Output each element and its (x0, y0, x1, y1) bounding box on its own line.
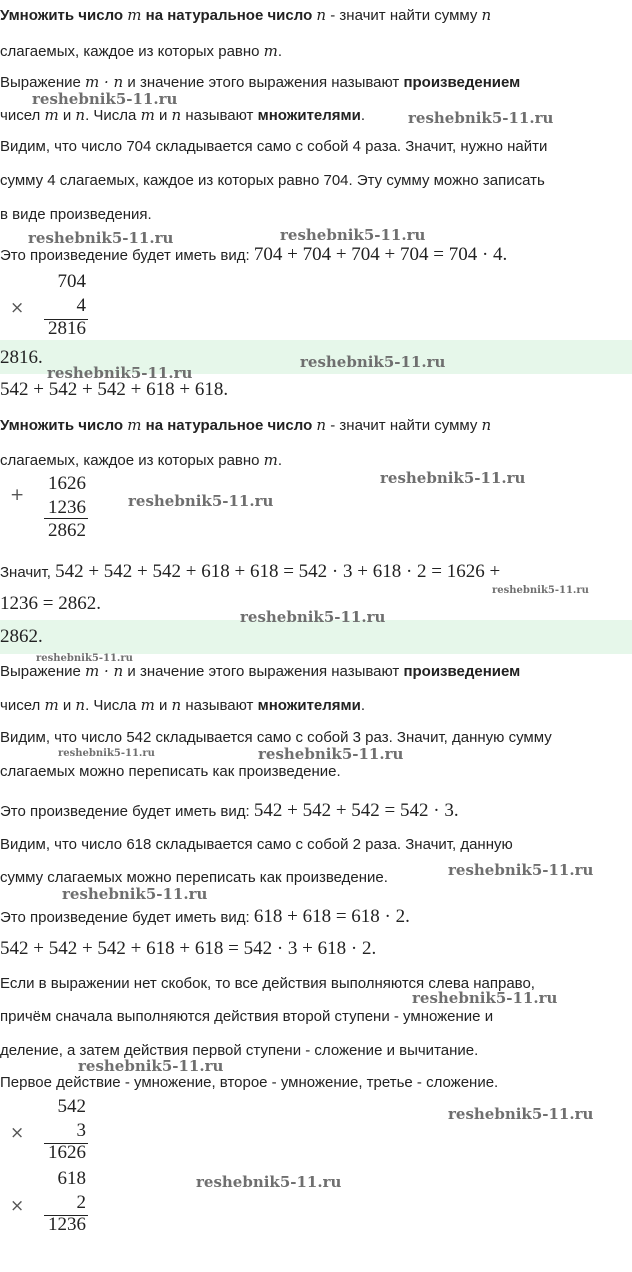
watermark: reshebnik5-11.ru (412, 989, 558, 1007)
names-text: называют (181, 107, 258, 124)
var-n: n (316, 6, 327, 24)
calc-rule (44, 518, 88, 519)
watermark: reshebnik5-11.ru (62, 885, 208, 903)
calc-operand-b: 3 (76, 1120, 86, 1141)
part1-formula: 704 + 704 + 704 + 704 = 704 · 4. (253, 244, 508, 265)
part2-text: Это произведение будет иметь вид: (0, 909, 254, 926)
answer-1: 2816. (0, 347, 43, 368)
def-text: слагаемых, каждое из которых равно (0, 43, 264, 60)
multiply-sign: × (10, 1196, 25, 1216)
def-text: на натуральное число (141, 7, 317, 24)
definition-line-2 (0, 42, 282, 60)
names-repeat-line-1 (0, 662, 520, 680)
def-text: на натуральное число (141, 417, 317, 434)
names-text: Выражение (0, 74, 86, 91)
names-text: Выражение (0, 663, 86, 680)
names-text: . (360, 107, 366, 124)
var-m: m (140, 696, 155, 714)
var-m: m (263, 42, 278, 60)
part1-line-2: сумму 4 слагаемых, каждое из которых равно 704. Эту сумму можно записать (0, 172, 545, 189)
names-text: называют (181, 697, 258, 714)
calc-operand-a: 618 (57, 1168, 86, 1189)
var-m: m (263, 451, 278, 469)
watermark: reshebnik5-11.ru (448, 1105, 594, 1123)
conclusion-line-1 (0, 561, 500, 583)
calc-operand-a: 542 (57, 1096, 86, 1117)
conclusion-text: Значит, (0, 564, 56, 581)
names-text: . (360, 697, 366, 714)
def-text: Умножить число (0, 417, 128, 434)
var-n: n (316, 416, 327, 434)
def-text: . (277, 43, 283, 60)
var-m: m (127, 416, 142, 434)
var-n: n (481, 6, 492, 24)
names-text: и (154, 107, 172, 124)
var-n: n (481, 416, 492, 434)
expr-mn: m · n (85, 662, 124, 680)
part2-line-4: Видим, что число 618 складывается само с собой 2 раза. Значит, данную (0, 836, 513, 853)
watermark: reshebnik5-11.ru (258, 745, 404, 763)
part1-text: Это произведение будет иметь вид: (0, 247, 254, 264)
calc-operand-a: 704 (57, 271, 86, 292)
task-2-expression: 542 + 542 + 542 + 618 + 618. (0, 379, 229, 400)
names-text: и (58, 697, 76, 714)
watermark: reshebnik5-11.ru (78, 1057, 224, 1075)
conclusion-line-2: 1236 = 2862. (0, 593, 101, 614)
term-factors: множителями (257, 107, 361, 124)
definition-repeat-line-1 (0, 416, 491, 434)
watermark: reshebnik5-11.ru (408, 109, 554, 127)
calc-result: 2816 (48, 318, 86, 339)
watermark: reshebnik5-11.ru (492, 585, 589, 596)
term-factors: множителями (257, 697, 361, 714)
def-text: - значит найти сумму (326, 417, 482, 434)
term-product: произведением (403, 74, 521, 91)
names-text: . Числа (85, 107, 141, 124)
order-of-operations: Первое действие - умножение, второе - умножение, третье - сложение. (0, 1074, 499, 1091)
rule-line-3: деление, а затем действия первой ступени - сложение и вычитание. (0, 1042, 479, 1059)
part2-text: Это произведение будет иметь вид: (0, 803, 254, 820)
var-n: n (171, 696, 182, 714)
calc-operand-a: 1626 (48, 473, 86, 494)
part2-line-6 (0, 906, 410, 928)
answer-2: 2862. (0, 626, 43, 647)
part1-line-1: Видим, что число 704 складывается само с собой 4 раза. Значит, нужно найти (0, 138, 548, 155)
def-text: - значит найти сумму (326, 7, 482, 24)
names-line-2 (0, 106, 365, 124)
calc-result: 1626 (48, 1142, 86, 1163)
def-text: Умножить число (0, 7, 128, 24)
watermark: reshebnik5-11.ru (32, 90, 178, 108)
watermark: reshebnik5-11.ru (300, 353, 446, 371)
definition-repeat-line-2 (0, 451, 282, 469)
part2-line-3 (0, 800, 459, 822)
names-text: и значение этого выражения называют (123, 663, 404, 680)
part2-line-5: сумму слагаемых можно переписать как произведение. (0, 869, 388, 886)
calc-operand-b: 1236 (48, 497, 86, 518)
watermark: reshebnik5-11.ru (380, 469, 526, 487)
watermark: reshebnik5-11.ru (58, 748, 155, 759)
names-repeat-line-2 (0, 696, 365, 714)
part2-formula: 542 + 542 + 542 = 542 · 3. (253, 800, 459, 821)
watermark: reshebnik5-11.ru (196, 1173, 342, 1191)
part2-line-1: Видим, что число 542 складывается само с собой 3 раз. Значит, данную сумму (0, 729, 552, 746)
part2-formula: 618 + 618 = 618 · 2. (253, 906, 410, 927)
names-text: чисел (0, 107, 45, 124)
var-m: m (140, 106, 155, 124)
definition-line-1 (0, 6, 491, 24)
var-m: m (127, 6, 142, 24)
part2-line-2: слагаемых можно переписать как произведение. (0, 763, 341, 780)
names-text: и (58, 107, 76, 124)
names-text: и (154, 697, 172, 714)
calc-operand-b: 4 (76, 295, 86, 316)
term-product: произведением (403, 663, 521, 680)
watermark: reshebnik5-11.ru (28, 229, 174, 247)
calc-operand-b: 2 (76, 1192, 86, 1213)
names-line-1 (0, 73, 520, 91)
rule-line-1: Если в выражении нет скобок, то все действия выполняются слева направо, (0, 975, 535, 992)
watermark: reshebnik5-11.ru (128, 492, 274, 510)
plus-sign: + (10, 485, 25, 505)
multiply-sign: × (10, 298, 25, 318)
expr-mn: m · n (85, 73, 124, 91)
watermark: reshebnik5-11.ru (47, 364, 193, 382)
var-n: n (75, 106, 86, 124)
var-n: n (75, 696, 86, 714)
calc-result: 2862 (48, 520, 86, 541)
def-text: . (277, 452, 283, 469)
part2-line-7: 542 + 542 + 542 + 618 + 618 = 542 · 3 + 618 · 2. (0, 938, 377, 959)
watermark: reshebnik5-11.ru (240, 608, 386, 626)
calc-result: 1236 (48, 1214, 86, 1235)
def-text: слагаемых, каждое из которых равно (0, 452, 264, 469)
watermark: reshebnik5-11.ru (36, 653, 133, 664)
part1-line-3: в виде произведения. (0, 206, 152, 223)
part1-line-4 (0, 244, 507, 266)
watermark: reshebnik5-11.ru (280, 226, 426, 244)
var-n: n (171, 106, 182, 124)
watermark: reshebnik5-11.ru (448, 861, 594, 879)
multiply-sign: × (10, 1123, 25, 1143)
var-m: m (44, 106, 59, 124)
rule-line-2: причём сначала выполняются действия второй ступени - умножение и (0, 1008, 494, 1025)
names-text: чисел (0, 697, 45, 714)
names-text: . Числа (85, 697, 141, 714)
var-m: m (44, 696, 59, 714)
names-text: и значение этого выражения называют (123, 74, 404, 91)
conclusion-formula: 542 + 542 + 542 + 618 + 618 = 542 · 3 + 618 · 2 = 1626 + (55, 561, 501, 582)
